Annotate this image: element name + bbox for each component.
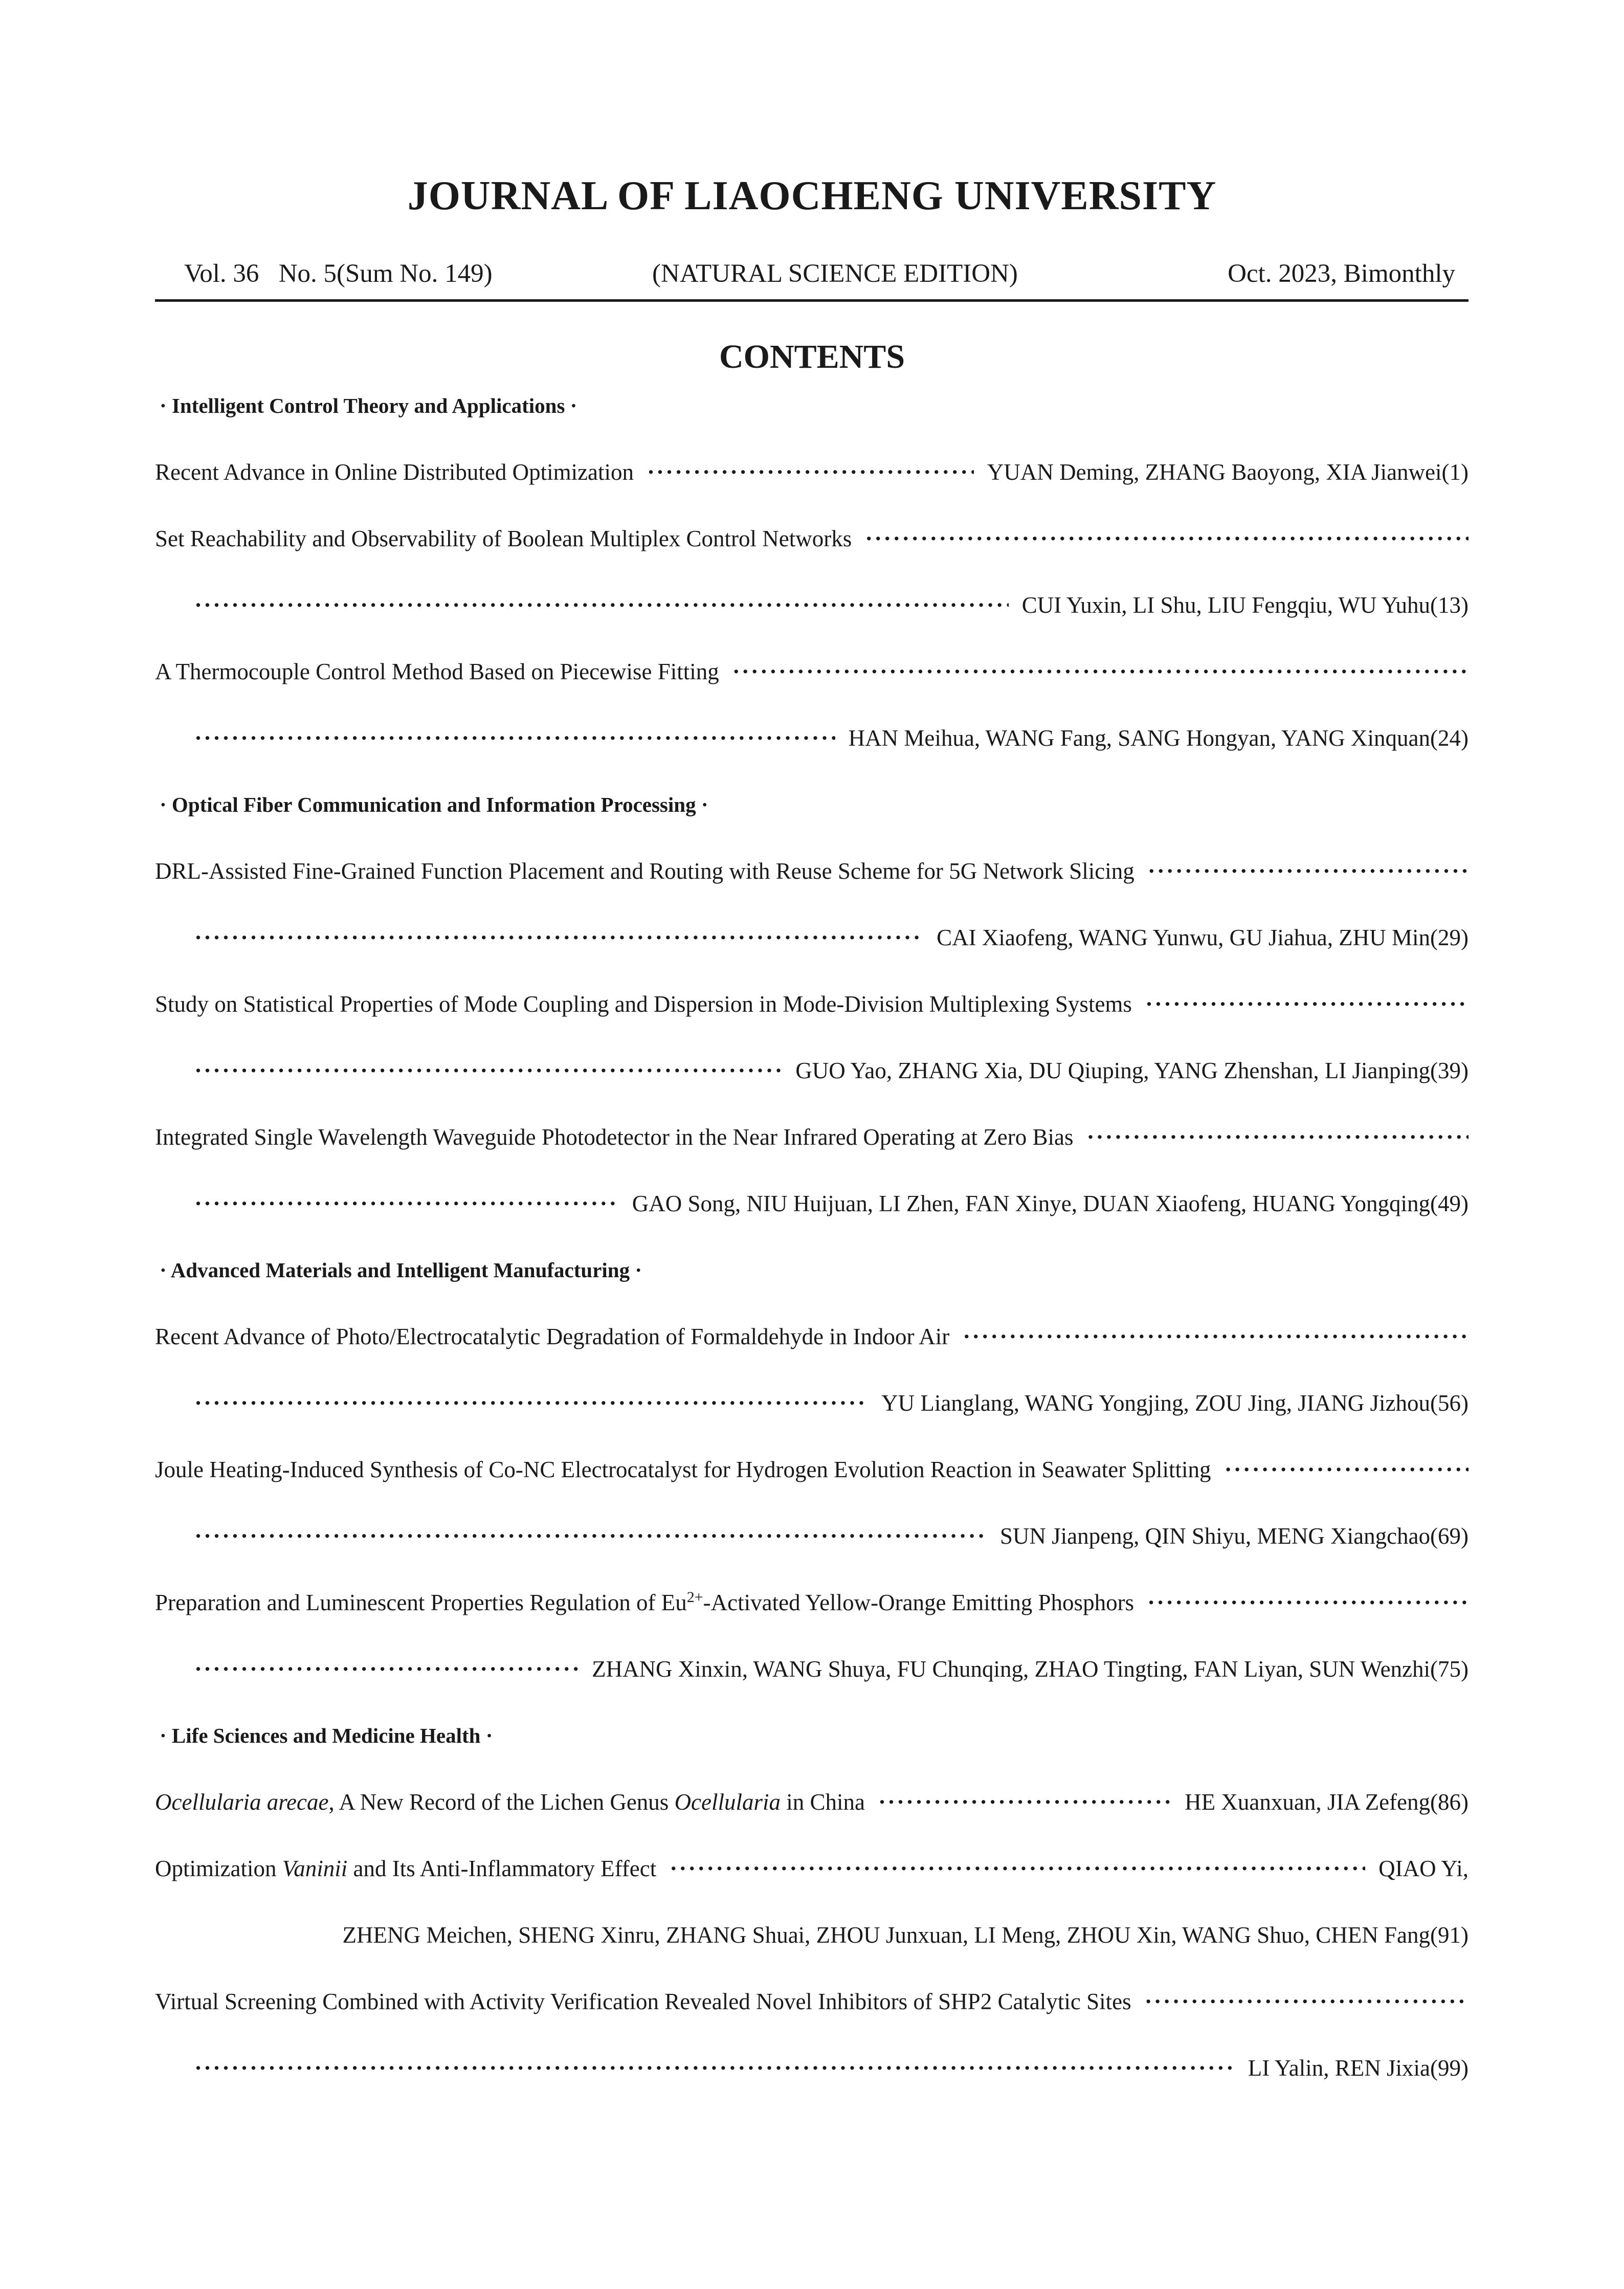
masthead-rule: [155, 299, 1469, 302]
article-authors: SUN Jianpeng, QIN Shiyu, MENG Xiangchao(69): [999, 1523, 1469, 1549]
dot-leader: [963, 1319, 1469, 1354]
dot-leader: [1147, 1585, 1469, 1620]
toc-entry-continuation: [194, 720, 1469, 756]
article-title: Joule Heating-Induced Synthesis of Co-NC Electrocatalyst for Hydrogen Evolution Reaction in Seawater Splitting: [155, 1457, 1211, 1482]
dot-leader: [1145, 986, 1469, 1022]
article-title: Ocellularia arecae, A New Record of the Lichen Genus Ocellularia in China: [155, 1789, 865, 1815]
dot-leader: [1225, 1452, 1469, 1487]
dot-leader: [865, 521, 1469, 557]
article-authors: YUAN Deming, ZHANG Baoyong, XIA Jianwei(1): [987, 459, 1469, 485]
section-heading: · Life Sciences and Medicine Health ·: [160, 1724, 493, 1747]
dot-leader: [194, 1053, 782, 1088]
article-authors: HE Xuanxuan, JIA Zefeng(86): [1185, 1789, 1469, 1815]
edition-label: (NATURAL SCIENCE EDITION): [652, 259, 1018, 288]
article-authors: GAO Song, NIU Huijuan, LI Zhen, FAN Xinye, DUAN Xiaofeng, HUANG Yongqing(49): [632, 1191, 1469, 1216]
section-heading: · Intelligent Control Theory and Applications ·: [160, 394, 577, 417]
toc-entry-continuation: [194, 1186, 1469, 1221]
toc-entry-continuation: [194, 1053, 1469, 1088]
toc-entry[interactable]: [155, 654, 1469, 690]
article-title: Optimization Vaninii and Its Anti-Inflammatory Effect: [155, 1856, 657, 1881]
article-title: Study on Statistical Properties of Mode Coupling and Dispersion in Mode-Division Multiplexing Systems: [155, 991, 1132, 1017]
toc-entry[interactable]: [155, 1119, 1469, 1155]
article-authors: LI Yalin, REN Jixia(99): [1248, 2055, 1469, 2081]
dot-leader: [194, 1385, 868, 1421]
article-title: A Thermocouple Control Method Based on Piecewise Fitting: [155, 659, 719, 684]
article-authors: GUO Yao, ZHANG Xia, DU Qiuping, YANG Zhenshan, LI Jianping(39): [795, 1058, 1469, 1083]
article-title: Recent Advance in Online Distributed Optimization: [155, 459, 634, 485]
article-authors: HAN Meihua, WANG Fang, SANG Hongyan, YANG Xinquan(24): [848, 725, 1469, 751]
dot-leader: [878, 1784, 1171, 1820]
toc-entry-continuation: [194, 2050, 1469, 2086]
article-title: Virtual Screening Combined with Activity Verification Revealed Novel Inhibitors of SHP2 Catalytic Sites: [155, 1989, 1131, 2014]
article-title: DRL-Assisted Fine-Grained Function Placement and Routing with Reuse Scheme for 5G Network Slicing: [155, 858, 1134, 884]
article-title: Set Reachability and Observability of Boolean Multiplex Control Networks: [155, 526, 852, 551]
section-heading: · Advanced Materials and Intelligent Manufacturing ·: [160, 1258, 642, 1282]
toc-entry[interactable]: [155, 986, 1469, 1022]
dot-leader: [194, 920, 923, 955]
article-authors: QIAO Yi,: [1378, 1856, 1469, 1881]
article-authors: YU Lianglang, WANG Yongjing, ZOU Jing, JIANG Jizhou(56): [881, 1390, 1469, 1416]
dot-leader: [670, 1851, 1365, 1886]
toc-entry-continuation: [194, 920, 1469, 955]
volume-number: Vol. 36 No. 5(Sum No. 149): [184, 259, 493, 288]
dot-leader: [1086, 1119, 1469, 1155]
toc-entry[interactable]: [155, 454, 1469, 490]
dot-leader: [194, 2050, 1235, 2086]
article-title: Integrated Single Wavelength Waveguide Photodetector in the Near Infrared Operating at Zero Bias: [155, 1124, 1074, 1150]
dot-leader: [647, 454, 974, 490]
toc-entry-continuation: [194, 1917, 1469, 1953]
toc-entry-continuation: [194, 1651, 1469, 1687]
toc-entry[interactable]: [155, 1319, 1469, 1354]
dot-leader: [194, 1651, 579, 1687]
dot-leader: [194, 720, 835, 756]
toc-entry[interactable]: [155, 1585, 1469, 1620]
article-authors: CUI Yuxin, LI Shu, LIU Fengqiu, WU Yuhu(13): [1021, 592, 1469, 618]
dot-leader: [1145, 1984, 1469, 2019]
article-title: Recent Advance of Photo/Electrocatalytic Degradation of Formaldehyde in Indoor Air: [155, 1324, 950, 1349]
article-authors: ZHANG Xinxin, WANG Shuya, FU Chunqing, ZHAO Tingting, FAN Liyan, SUN Wenzhi(75): [592, 1656, 1469, 1682]
toc-entry[interactable]: [155, 853, 1469, 889]
toc-entry[interactable]: [155, 1784, 1469, 1820]
dot-leader: [1148, 853, 1469, 889]
toc-entry[interactable]: [155, 1984, 1469, 2019]
journal-title: JOURNAL OF LIAOCHENG UNIVERSITY: [407, 173, 1217, 218]
toc-entry[interactable]: [155, 1452, 1469, 1487]
article-authors: CAI Xiaofeng, WANG Yunwu, GU Jiahua, ZHU Min(29): [937, 925, 1469, 950]
section-heading: · Optical Fiber Communication and Information Processing ·: [160, 793, 708, 816]
toc-entry-continuation: [194, 587, 1469, 623]
dot-leader: [194, 587, 1009, 623]
toc-entry-continuation: [194, 1385, 1469, 1421]
dot-leader: [732, 654, 1469, 690]
article-authors: ZHENG Meichen, SHENG Xinru, ZHANG Shuai, ZHOU Junxuan, LI Meng, ZHOU Xin, WANG Shuo, CHEN Fang(91): [342, 1922, 1469, 1948]
dot-leader: [194, 1186, 619, 1221]
issue-date: Oct. 2023, Bimonthly: [1228, 259, 1455, 288]
toc-entry[interactable]: [155, 521, 1469, 557]
dot-leader: [194, 1518, 987, 1554]
contents-heading: CONTENTS: [719, 338, 905, 375]
toc-entry[interactable]: [155, 1851, 1469, 1886]
article-title: Preparation and Luminescent Properties Regulation of $Eu^{2+}$-Activated Yellow-Orange Emitting Phosphors: [155, 1589, 1134, 1615]
toc-entry-continuation: [194, 1518, 1469, 1554]
